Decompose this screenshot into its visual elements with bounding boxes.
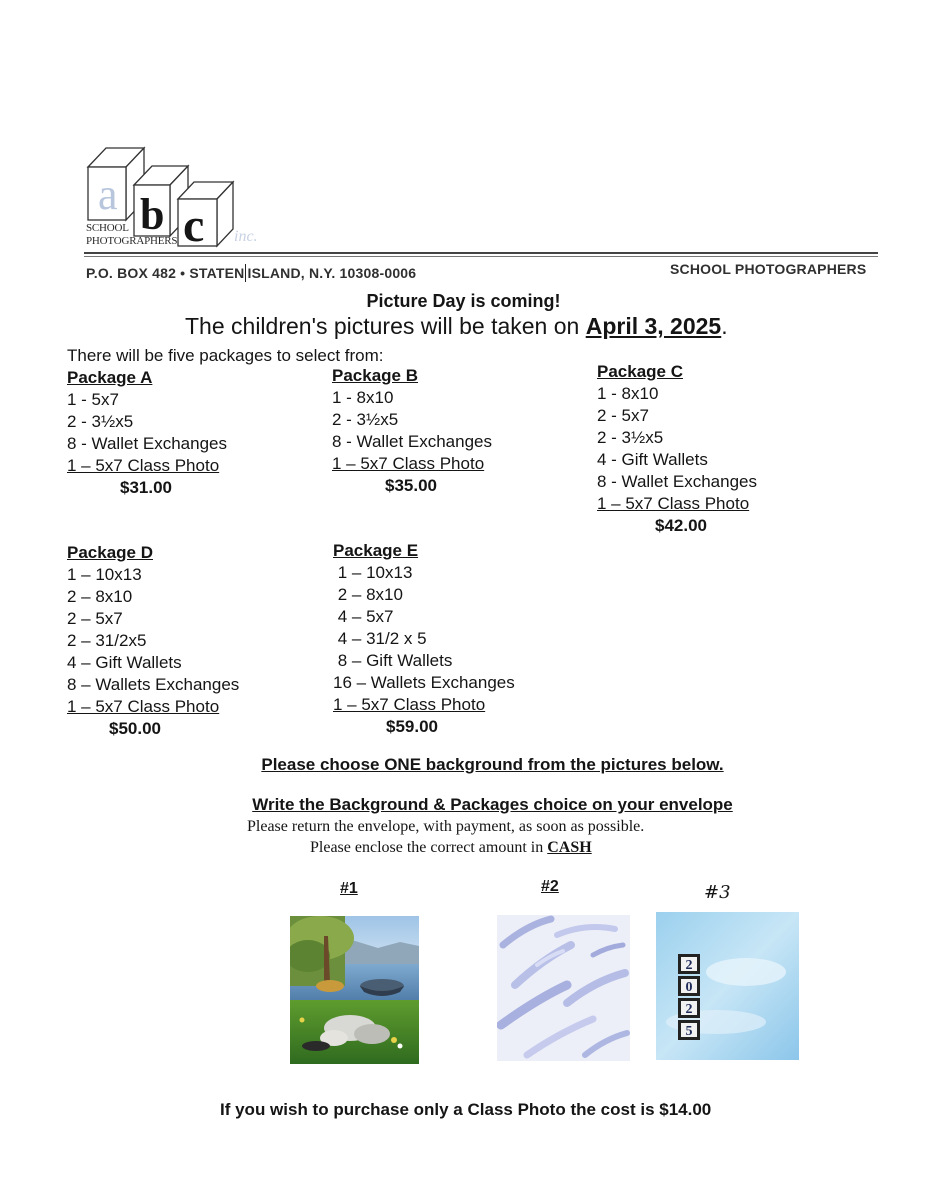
package-item: 2 – 8x10 bbox=[333, 585, 403, 604]
package-item: 4 – Gift Wallets bbox=[67, 653, 182, 672]
envelope-instruction: Write the Background & Packages choice on your envelope bbox=[252, 795, 733, 814]
class-photo-only-price: If you wish to purchase only a Class Photo the cost is $14.00 bbox=[220, 1100, 712, 1119]
date-line-prefix: The children's pictures will be taken on bbox=[185, 313, 586, 339]
cash-instruction-prefix: Please enclose the correct amount in bbox=[310, 839, 548, 856]
logo-letter-c: c bbox=[183, 199, 205, 252]
package-price: $35.00 bbox=[385, 476, 437, 495]
mailing-address bbox=[86, 264, 416, 282]
package-title: Package D bbox=[67, 543, 153, 562]
header-company-label: SCHOOL PHOTOGRAPHERS bbox=[670, 261, 867, 277]
package-item: 1 – 10x13 bbox=[67, 565, 142, 584]
package-class-photo: 1 – 5x7 Class Photo bbox=[67, 456, 220, 475]
package-c bbox=[597, 361, 757, 537]
packages-intro: There will be five packages to select from: bbox=[67, 346, 384, 365]
package-item: 4 - Gift Wallets bbox=[597, 450, 708, 469]
header-rule bbox=[84, 252, 878, 254]
logo-tagline: SCHOOL PHOTOGRAPHERS bbox=[86, 222, 178, 247]
package-item: 8 – Wallets Exchanges bbox=[67, 675, 240, 694]
picture-date: April 3, 2025 bbox=[585, 313, 722, 339]
background-label-3: #3 bbox=[704, 882, 731, 903]
background-image-2025-blocks bbox=[656, 912, 799, 1060]
package-item: 2 – 31/2x5 bbox=[67, 631, 147, 650]
package-item: 2 - 5x7 bbox=[597, 406, 649, 425]
package-item: 4 – 5x7 bbox=[333, 607, 394, 626]
return-instruction: Please return the envelope, with payment, as soon as possible. bbox=[247, 818, 645, 835]
date-line-suffix: . bbox=[721, 313, 728, 339]
address-part-2: ISLAND, N.Y. 10308-0006 bbox=[247, 265, 417, 281]
package-price: $50.00 bbox=[109, 719, 161, 738]
package-class-photo: 1 – 5x7 Class Photo bbox=[333, 695, 486, 714]
package-title: Package C bbox=[597, 362, 683, 381]
year-block-digit: 2 bbox=[685, 1002, 693, 1017]
package-title: Package B bbox=[332, 366, 418, 385]
package-class-photo: 1 – 5x7 Class Photo bbox=[597, 494, 750, 513]
package-item: 2 - 3½x5 bbox=[332, 410, 399, 429]
background-label-2: #2 bbox=[541, 878, 559, 895]
package-item: 2 - 3½x5 bbox=[597, 428, 664, 447]
address-part-1: P.O. BOX 482 • STATEN bbox=[86, 265, 245, 281]
package-e bbox=[333, 540, 525, 738]
package-a bbox=[67, 367, 227, 499]
package-class-photo: 1 – 5x7 Class Photo bbox=[332, 454, 485, 473]
year-block-digit: 2 bbox=[685, 958, 693, 973]
package-item: 1 - 5x7 bbox=[67, 390, 119, 409]
package-item: 2 - 3½x5 bbox=[67, 412, 134, 431]
package-price: $31.00 bbox=[120, 478, 172, 497]
package-item: 8 - Wallet Exchanges bbox=[597, 472, 757, 491]
package-title: Package A bbox=[67, 368, 153, 387]
package-item: 1 - 8x10 bbox=[332, 388, 394, 407]
year-block-digit: 0 bbox=[685, 980, 693, 995]
headline: Picture Day is coming! bbox=[366, 291, 561, 311]
cash-instruction bbox=[310, 839, 592, 857]
background-image-lakeside bbox=[290, 916, 419, 1064]
package-title: Package E bbox=[333, 541, 419, 560]
package-item: 2 – 5x7 bbox=[67, 609, 123, 628]
background-label-1: #1 bbox=[340, 880, 358, 897]
package-item: 16 – Wallets Exchanges bbox=[333, 673, 515, 692]
package-b bbox=[332, 365, 492, 497]
package-item: 1 – 10x13 bbox=[333, 563, 413, 582]
background-image-feathers bbox=[497, 915, 630, 1061]
background-instruction: Please choose ONE background from the pictures below. bbox=[261, 755, 724, 774]
logo-suffix: inc. bbox=[234, 228, 258, 245]
logo-letter-a: a bbox=[98, 170, 118, 219]
cash-emphasis: CASH bbox=[547, 839, 592, 856]
package-d bbox=[67, 542, 239, 740]
package-item: 4 – 31/2 x 5 bbox=[333, 629, 427, 648]
picture-date-line bbox=[185, 313, 728, 340]
package-item: 2 – 8x10 bbox=[67, 587, 133, 606]
package-item: 8 - Wallet Exchanges bbox=[332, 432, 492, 451]
package-price: $42.00 bbox=[655, 516, 707, 535]
year-block-digit: 5 bbox=[685, 1024, 693, 1039]
package-item: 1 - 8x10 bbox=[597, 384, 659, 403]
logo-letter-b: b bbox=[140, 190, 165, 239]
header-rule-thin bbox=[84, 256, 878, 257]
package-item: 8 - Wallet Exchanges bbox=[67, 434, 227, 453]
package-price: $59.00 bbox=[386, 717, 438, 736]
package-class-photo: 1 – 5x7 Class Photo bbox=[67, 697, 220, 716]
package-item: 8 – Gift Wallets bbox=[333, 651, 453, 670]
